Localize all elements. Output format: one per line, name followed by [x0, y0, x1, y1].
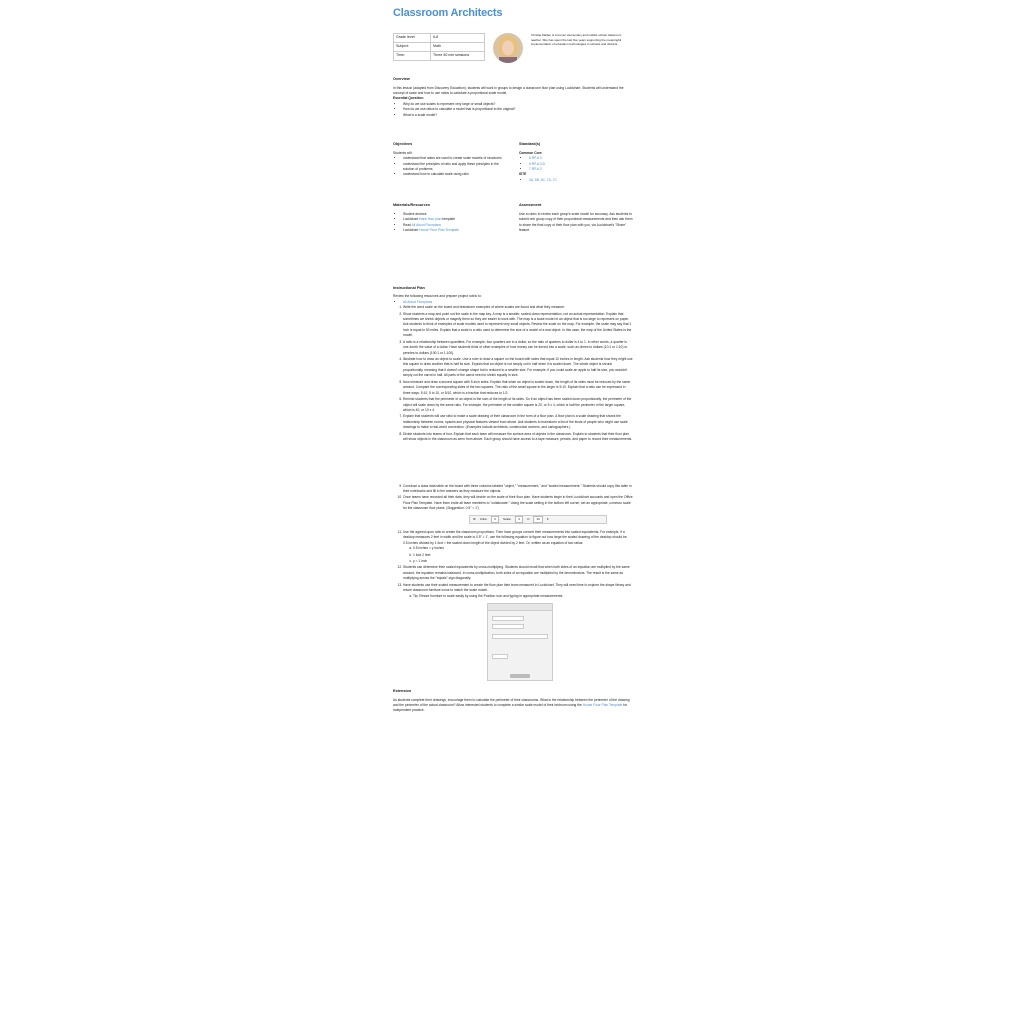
position-panel-screenshot	[487, 603, 553, 681]
step-item: 7. Explain that students will use ratio to make a scale drawing of their classroom in the form of a floor plan. A floor plan is a scale drawing that shows the relationship between rooms, spaces and physical features viewed from above. Ask students to brainstorm a list of the kinds of people who might use scale drawings to make a real-world connection. (Examples include architects, construction workers, and cartographers.)	[403, 414, 633, 430]
material-text: Student devices	[403, 211, 427, 216]
step-item: 3. A ratio is a relationship between quantities. For example, four quarters are in a dollar, so the ratio of quarters to dollar is 4 to 1. In other words, a quarter is one-fourth the value of a dollar. Have students think of other examples of how money can be turned into a scale, such as dimes to dollars (10:1 or 1:10) or pennies to dollars (100:1 or 1:100).	[403, 340, 633, 356]
step-item: 9. Construct a class data table on the board with three columns labeled "object," "measurement," and "scaled measurement." Students should copy this table in their notebooks and fill in the answers as they measure the objects.	[403, 484, 633, 495]
list-item: a. 0.5 inches = y inches	[413, 546, 633, 551]
step-item: 2. Show students a map and point out the scale in the map key. A map is a smaller, scaled-down representation, not an actual representation. Explain that sometimes we shrink objects or magnify them so they are easier to work with. The map is a scale model of an object that is too large to represent on paper. Ask students to think of examples of scale models used to represent very small objects. Review the scale on the map. For example, the scale may say that 1 inch is equal to 50 miles. Explain that a scale is a ratio used to determine the size of a model of a real object. In this case, the map of the United States is the model.	[403, 312, 633, 339]
iste-list	[519, 178, 633, 183]
assessment-heading: Assessment	[519, 203, 542, 208]
panel-button	[510, 674, 530, 678]
subject-label: Subject:	[394, 43, 431, 52]
resource-link[interactable]: All About Floorplans	[403, 299, 433, 304]
list-item: • What is a scale model?	[403, 113, 633, 118]
author-bio: Christie Maiber is a former elementary and middle school classroom teacher. She has spent the last five years supporting the meaningful implementation of education technologies in schools and districts.	[531, 33, 622, 47]
assessment-section	[519, 203, 633, 233]
iste-heading: ISTE	[519, 172, 527, 177]
scale-b-input: 16	[533, 516, 542, 523]
step-text: Use the agreed-upon ratio to create the classroom proportions. Then have groups convert their measurements into scaled equivalents. For example, if a desktop measures 2 feet in width and the scale is 0.5" = 1', use the following equation to figure out how large the scaled drawing of the desktop should be. 0.5 inches divided by 1 foot = the scaled down length of the object divided by 2 feet. Or, written as an equation of two ratios:	[403, 529, 628, 545]
standards-section	[519, 142, 633, 183]
list-item	[403, 228, 507, 233]
step-item: 12. Students can determine their scaled equivalents by cross-multiplying. Students should recall that when both sides of an equation are multiplied by the same amount, the equation remains balanced. In cross-multiplication, both sides of an equation are multiplied by the denominators. The result is the same as multiplying across the "equals" sign diagonally.	[403, 565, 633, 581]
step-item	[403, 583, 633, 599]
extension-text	[393, 698, 633, 714]
equation-list	[403, 546, 633, 564]
materials-heading: Materials/Resources	[393, 203, 430, 208]
materials-assessment	[393, 203, 633, 233]
grade-label: Grade level:	[394, 34, 431, 43]
panel-field	[492, 634, 548, 639]
instructional-plan	[393, 286, 633, 681]
panel-toolbar	[488, 604, 552, 611]
list-item: • understand the principles of ratio and apply these principles in the solution of problems	[403, 162, 507, 173]
plan-intro: Review the following resources and prepare project rubric to:	[393, 294, 482, 299]
extension-section	[393, 689, 633, 714]
objectives-list	[393, 156, 507, 178]
scale-a-unit: in	[527, 516, 530, 521]
panel-field	[492, 616, 524, 621]
standard-link[interactable]: 6.RP.A.3	[529, 156, 542, 161]
step-item: 8. Divide students into teams of four. Explain that each team will measure the surface area of objects in the classroom. Explain to students that their floor plan will show objects in the classroom as seen from above. Each group should have access to a tape measure, pencils, and paper to record their measurements.	[403, 432, 633, 443]
list-item: a. Tip: Resize furniture to scale easily by using the Position icon and typing in appropriate measurements.	[413, 594, 633, 599]
overview-text: In this lesson (adapted from Discovery Education), students will work in groups to design a classroom floor plan using Lucidchart. Students will understand the concept of scale and how to use ratios to calculate a proportional scale model.	[393, 85, 624, 95]
floorplans-link[interactable]: All About Floorplans	[411, 222, 441, 227]
essential-question-heading: Essential Question:	[393, 96, 424, 101]
materials-list	[393, 212, 507, 234]
steps-part-3	[393, 530, 633, 599]
panel-field	[492, 624, 524, 629]
house-template-link[interactable]: House Floor Plan Template	[419, 228, 459, 233]
step-item: 4. Illustrate how to draw an object to scale. Use a ruler to draw a square on the board with sides that equal 10 inches in length. Ask students how they might use this square to draw another that is half its size. Explain that an object is not simply cut in half when it is scaled down. The whole object is shrunk proportionally, meaning that it doesn't change shape but is reduced to a smaller size. For example, if you could scale an apple to half its size, you wouldn't simply cut the carrot in half. All parts of the carrot need to shrink equally in size.	[403, 357, 633, 379]
tip-list	[403, 594, 633, 599]
plan-heading: Instructional Plan	[393, 285, 425, 290]
step-item: 1. Write the word scale on the board and brainstorm examples of where scales are found and what they measure.	[403, 305, 633, 310]
time-value: Three 50 min sessions	[431, 52, 485, 61]
assessment-text: Use a rubric to review each group's scale model for accuracy. Ask students to submit one group copy of their proportional measurements and then ask them to share the final copy of their floor plan with you, via Lucidchart's "Share" feature.	[519, 211, 633, 233]
objectives-standards	[393, 142, 633, 183]
step-item: 6. Remind students that the perimeter of an object is the sum of the length of its sides. So if an object has been scaled down proportionally, the perimeter of the object will scale down by the same ratio. For example, the perimeter of the smaller square is 20, or 5 x 4, which is half the perimeter of the larger square, which is 40, or 10 x 4.	[403, 397, 633, 413]
lesson-info	[393, 33, 633, 69]
step-text: Have students use their scaled measurement to create the floor plan their team measured in Lucidchart. They will need time to explore the shape library and resize classroom furniture icons to match the scale model.	[403, 582, 631, 593]
time-label: Time:	[394, 52, 431, 61]
scale-a-input: 2	[515, 516, 523, 523]
scale-toolbar-screenshot	[469, 515, 607, 524]
steps-part-2	[393, 484, 633, 512]
subject-value: Math	[431, 43, 485, 52]
common-core-list	[519, 156, 633, 172]
extension-tail: for independent practice.	[393, 702, 628, 713]
extension-heading: Extension	[393, 689, 412, 693]
standards-heading: Standard(s)	[519, 142, 541, 147]
lesson-document	[393, 8, 633, 720]
common-core-heading: Common Core	[519, 150, 542, 155]
gear-icon: ⚙	[473, 516, 476, 521]
panel-field	[492, 654, 508, 659]
units-label: Units:	[479, 516, 488, 521]
essential-questions	[393, 102, 633, 118]
material-text: Lucidchart	[403, 217, 420, 222]
list-item: • How do we use ratios to calculate a model that is proportional to the original?	[403, 107, 633, 112]
blank-floor-plan-link[interactable]: blank floor plan	[419, 217, 442, 222]
units-select: ft	[491, 516, 499, 523]
materials-section	[393, 203, 507, 233]
standard-link[interactable]: 6.RP.A.3.D	[529, 161, 546, 166]
step-item	[403, 530, 633, 565]
overview-section	[393, 77, 633, 118]
objectives-intro: Students will:	[393, 150, 413, 155]
step-item: 10. Once teams have recorded all their data, they will decide on the scale of their floor plan. Have students begin in their Lucidchart accounts and open the Office Floor Plan Template. Have them invite all team members to "collaborate." Using the scale setting in the bottom left corner, set an appropriate, common scale for the classroom floor plans. (Suggestion: 0.5" = 1')	[403, 495, 633, 511]
step-item: 5. Now measure and draw a second square with 5-inch sides. Explain that when an object is scaled down, the length of its sides must be reduced by the same amount. Compare the corresponding sides of the two squares. The ratio of the small square to the larger is 5:10. Explain that a ratio can be expressed in three ways: 5:10, 5 to 10, or 5/10, which is a fraction that reduces to 1/2.	[403, 380, 633, 396]
material-text: template	[441, 217, 456, 222]
extension-body: As students complete their drawings, encourage them to calculate the perimeter of their classrooms. What is the relationship between the perimeter of the drawing and the perimeter of the actual classroom? Allow interested students to complete a similar scale model of their bedroom using the	[393, 697, 630, 707]
list-item: • understand how to calculate scale using ratio	[403, 172, 507, 177]
scale-label: Scale:	[503, 516, 512, 521]
author-avatar	[493, 33, 523, 63]
list-item: c. y = 1 inch	[413, 559, 633, 564]
page-title: Classroom Architects	[393, 7, 503, 19]
standard-link[interactable]: 3A, 5B, 6C, 7A, 7C	[529, 177, 557, 182]
grade-value: 6-8	[431, 34, 485, 43]
steps-part-1	[393, 305, 633, 443]
objectives-heading: Objectives	[393, 142, 413, 147]
list-item: • understand that ratios are used to create scale models of structures	[403, 156, 507, 161]
info-table	[393, 33, 485, 61]
material-text: Read	[403, 222, 412, 227]
standard-link[interactable]: 7.RP.A.2	[529, 167, 542, 172]
material-text: Lucidchart	[403, 228, 420, 233]
scale-b-unit: ft	[546, 516, 549, 521]
list-item: • Why do we use scales to represent very large or small objects?	[403, 102, 633, 107]
author-photo	[493, 33, 523, 63]
overview-heading: Overview	[393, 77, 410, 81]
list-item: b. 1 foot 2 feet	[413, 553, 633, 558]
objectives-section	[393, 142, 507, 183]
house-template-link[interactable]: House Floor Plan Template	[582, 702, 623, 707]
